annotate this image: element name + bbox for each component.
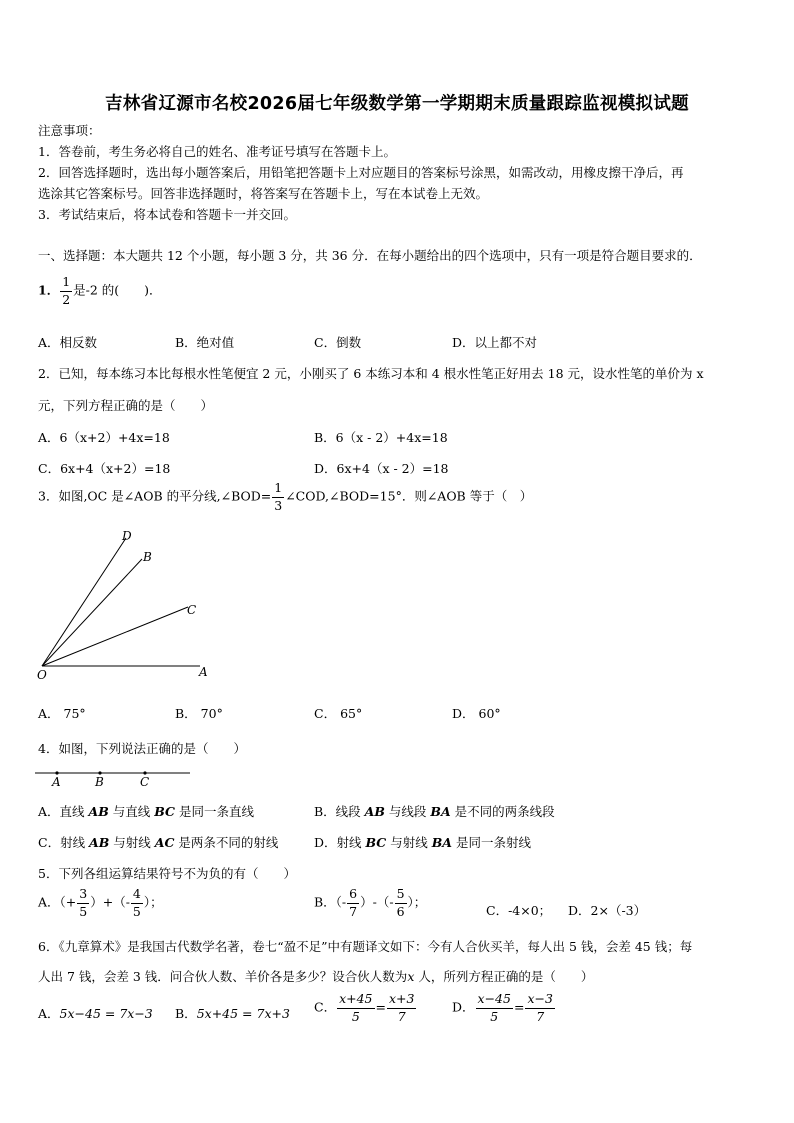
label-b: B [95,775,104,789]
q3-option-d[interactable] [452,704,501,722]
q5-option-d[interactable]: D．2×（-3） [568,903,647,918]
q2-option-d[interactable]: D．6x+4（x - 2）=18 [314,461,449,476]
q4-option-d[interactable]: D．射线 BC 与射线 BA 是同一条射线 [314,835,531,850]
q4-option-c[interactable]: C．射线 AB 与射线 AC 是两条不同的射线 [38,835,279,850]
question-6-cont: 人出 7 钱，会差 3 钱．问合伙人数、羊价各是多少？设合伙人数为x 人，所列方程正确的是（ ） [38,969,594,984]
option-value: 60° [478,706,501,721]
q1-option-b[interactable]: B．绝对值 [175,335,235,350]
notice-item-3: 3．考试结束后，将本试卷和答题卡一并交回。 [38,207,296,222]
question-2: 2．已知，每本练习本比每根水性笔便宜 2 元，小刚买了 6 本练习本和 4 根水性笔正好用去 18 元，设水性笔的单价为 x [38,366,704,381]
line-figure [30,764,200,790]
fraction [272,482,284,512]
notice-heading: 注意事项： [38,123,101,138]
q3-option-c[interactable] [314,704,362,722]
label-o: O [37,668,47,682]
option-label: A． [38,706,60,721]
ray-ob [42,559,142,666]
notice-item-2-cont: 选涂其它答案标号。回答非选择题时，将答案写在答题卡上，写在本试卷上无效。 [38,186,489,201]
fraction: $\frac{5}{6}$ [396,886,405,919]
question-6: 6．《九章算术》是我国古代数学名著，卷七“盈不足”中有题译文如下：今有人合伙买羊，每人出 5 钱，会差 45 钱；每 [38,939,693,954]
question-stem: 3．如图,OC 是∠AOB 的平分线,∠BOD= [38,488,272,504]
question-stem-end: ∠COD,∠BOD=15°．则∠AOB 等于（ ） [285,488,533,504]
denominator: 2 [62,291,71,307]
denominator: 3 [274,497,283,513]
question-1 [38,276,162,306]
fraction: $\frac{x-3}{7}$ [527,991,553,1024]
option-label: D． [452,706,475,721]
question-2-cont: 元，下列方程正确的是（ ） [38,398,214,413]
q5-option-b[interactable]: B．（- $\frac{6}{7}$ ）-（- $\frac{5}{6}$ ）； [314,886,427,919]
fraction: $\frac{3}{5}$ [79,886,88,919]
numerator: 1 [60,276,72,292]
option-value: 65° [340,706,363,721]
fraction: $\frac{x-45}{5}$ [477,991,511,1024]
question-5: 5．下列各组运算结果符号不为负的有（ ） [38,866,296,881]
question-4: 4．如图，下列说法正确的是（ ） [38,741,246,756]
option-value: 70° [200,706,223,721]
ray-od [42,538,126,666]
q1-option-d[interactable]: D．以上都不对 [452,335,538,350]
option-label: C． [314,706,337,721]
label-b: B [143,550,152,564]
q4-option-a[interactable]: A．直线 AB 与直线 BC 是同一条直线 [38,804,254,819]
fraction: $\frac{6}{7}$ [349,886,358,919]
label-a: A [52,775,61,789]
question-stem: 是-2 的( )． [73,282,162,298]
section-heading: 一、选择题：本大题共 12 个小题，每小题 3 分，共 36 分．在每小题给出的四个选项中，只有一项是符合题目要求的． [38,248,702,263]
label-d: D [122,529,132,543]
fraction [60,276,72,306]
q5-option-c[interactable]: C．-4×0； [486,903,552,918]
q3-option-a[interactable] [38,704,86,722]
q1-option-c[interactable]: C．倒数 [314,335,362,350]
fraction: $\frac{x+45}{5}$ [339,991,373,1024]
fraction: $\frac{x+3}{7}$ [389,991,415,1024]
question-number: 1． [38,282,60,298]
angle-figure [30,525,220,685]
fraction: $\frac{4}{5}$ [132,886,141,919]
numerator: 1 [272,482,284,498]
label-a: A [199,665,208,679]
ray-oc [42,607,188,666]
label-c: C [187,603,197,617]
q2-option-b[interactable]: B．6（x - 2）+4x=18 [314,430,448,445]
question-3 [38,482,532,512]
label-c: C [140,775,150,789]
q3-option-b[interactable] [175,704,223,722]
q5-option-a[interactable]: A．（+ $\frac{3}{5}$ ）+（- $\frac{4}{5}$ ）； [38,886,163,919]
q1-option-a[interactable]: A．相反数 [38,335,98,350]
q2-option-c[interactable]: C．6x+4（x+2）=18 [38,461,171,476]
notice-item-1: 1．答卷前，考生务必将自己的姓名、准考证号填写在答题卡上。 [38,144,396,159]
q6-option-c[interactable]: C． $\frac{x+45}{5}$ = $\frac{x+3}{7}$ [314,991,415,1024]
q6-option-b[interactable]: B．5x+45 = 7x+3 [175,1006,290,1021]
option-value: 75° [63,706,86,721]
option-label: B． [175,706,197,721]
q4-option-b[interactable]: B．线段 AB 与线段 BA 是不同的两条线段 [314,804,555,819]
notice-item-2: 2．回答选择题时，选出每小题答案后，用铅笔把答题卡上对应题目的答案标号涂黑，如需改动，用橡皮擦干净后，再 [38,165,684,180]
q6-option-a[interactable]: A．5x−45 = 7x−3 [38,1006,153,1021]
q2-option-a[interactable]: A．6（x+2）+4x=18 [38,430,170,445]
page-title: 吉林省辽源市名校2026届七年级数学第一学期期末质量跟踪监视模拟试题 [105,94,689,114]
q6-option-d[interactable]: D． $\frac{x-45}{5}$ = $\frac{x-3}{7}$ [452,991,553,1024]
